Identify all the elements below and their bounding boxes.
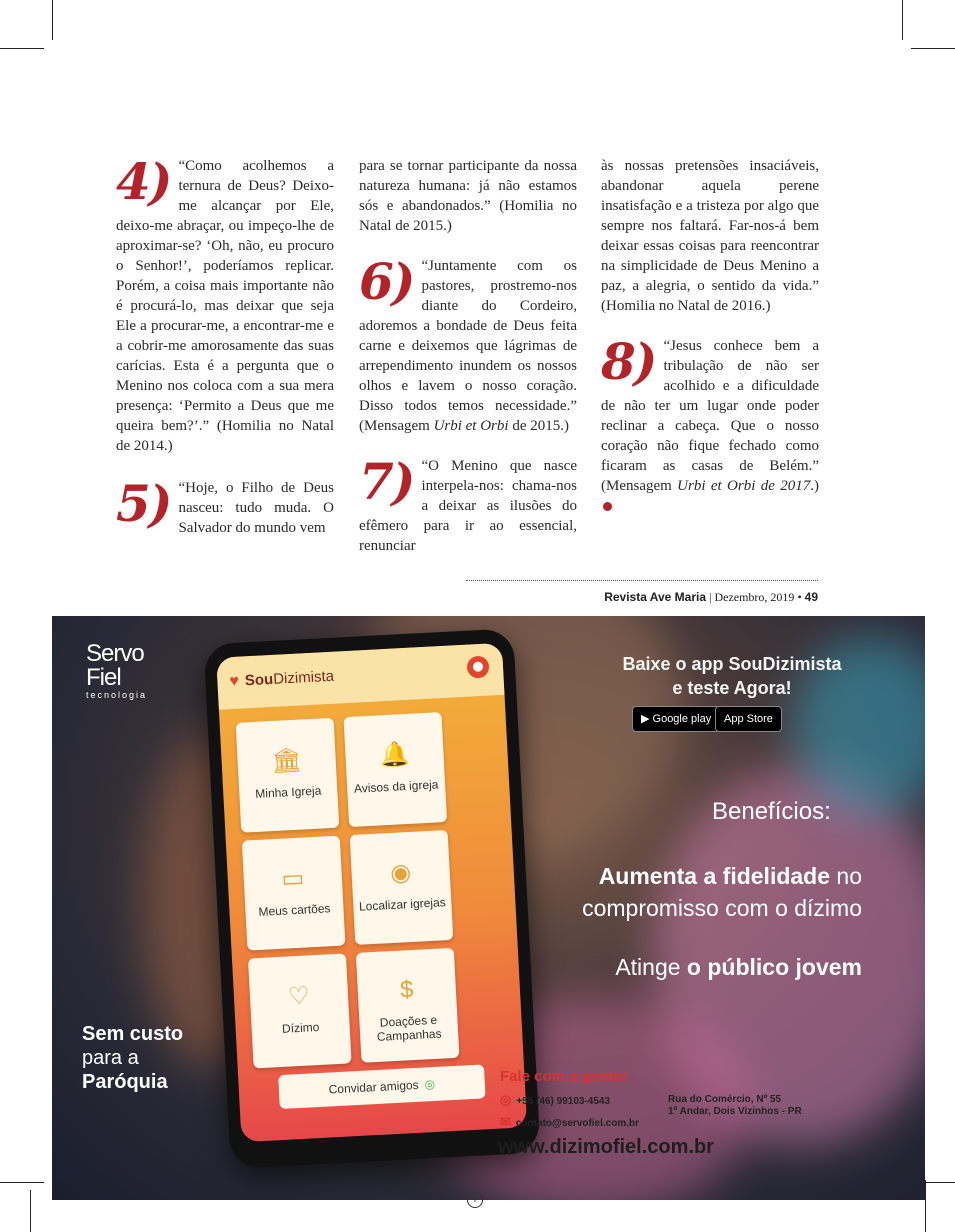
item-5-text-b: para se tornar participante da nossa natureza humana: já não estamos sós e abandonados.” (Homilia no Natal de 2015.) xyxy=(359,158,577,234)
servo-fiel-logo xyxy=(86,642,147,700)
item-number-5: 5) xyxy=(116,474,171,533)
benefit-1 xyxy=(532,860,862,924)
heart-icon: ♡ xyxy=(287,982,311,1011)
item-5 xyxy=(116,474,334,538)
advertisement xyxy=(52,616,925,1200)
crop-mark xyxy=(902,0,903,40)
item-4 xyxy=(116,152,334,456)
app-logo xyxy=(229,668,334,691)
tile-localizar-igrejas[interactable] xyxy=(350,830,454,945)
item-8-text-a: “Jesus conhece bem a tribulação de não ser acolhido e a dificuldade de não ter um lugar onde poder reclinar a cabeça. Que o nosso coração não fique fechado como ficaram as casas de Belém.” (Mensagem xyxy=(601,338,819,494)
smartphone xyxy=(203,628,540,1169)
footer-separator: | xyxy=(709,590,712,604)
whatsapp-icon: ◎ xyxy=(500,1092,512,1107)
tile-label: Minha Igreja xyxy=(254,783,322,801)
no-cost-line-2: para a xyxy=(82,1047,139,1069)
item-7-continued xyxy=(601,156,819,316)
crop-mark xyxy=(52,0,53,40)
page-footer xyxy=(466,590,818,605)
contact-phone xyxy=(500,1092,610,1108)
whatsapp-icon: ◎ xyxy=(424,1076,436,1092)
footer-bullet: • xyxy=(797,590,802,604)
app-store-label: App Store xyxy=(724,713,773,725)
invite-label: Convidar amigos xyxy=(328,1077,419,1097)
item-7-text-a: “O Menino que nasce interpela-nos: chama-nos a deixar as ilusões do efêmero para ir ao essencial, renunciar xyxy=(359,458,577,554)
item-8-text-b: .) xyxy=(810,478,819,494)
item-5-text-a: “Hoje, o Filho de Deus nasceu: tudo muda. O Salvador do mundo vem xyxy=(178,480,334,536)
item-number-6: 6) xyxy=(359,252,414,311)
app-name-a: Sou xyxy=(244,670,274,690)
item-8 xyxy=(601,332,819,516)
promo-headline xyxy=(572,652,892,700)
app-name-b: Dizimista xyxy=(272,667,335,688)
website-url: www.dizimofiel.com.br xyxy=(498,1136,714,1158)
crop-mark xyxy=(30,1190,31,1232)
brand-line-1: Servo xyxy=(86,640,144,667)
address-line-2: 1º Andar, Dois Vizinhos - PR xyxy=(668,1106,802,1117)
benefit-2-a: Atinge xyxy=(615,954,687,980)
tile-label: Doações e Campanhas xyxy=(376,1012,442,1044)
hands-heart-icon: ♥ xyxy=(229,672,240,691)
address-line-1: Rua do Comércio, Nº 55 xyxy=(668,1094,782,1105)
brand-tagline: tecnologia xyxy=(86,690,148,700)
footer-rule xyxy=(466,580,818,581)
crop-mark xyxy=(0,1182,44,1183)
contact-address xyxy=(668,1094,802,1118)
phone-number: +55 (46) 99103-4543 xyxy=(516,1096,611,1107)
no-cost-callout xyxy=(82,1022,183,1094)
item-number-8: 8) xyxy=(601,332,656,391)
item-6 xyxy=(359,252,577,436)
benefit-1-rest-b: compromisso com o dízimo xyxy=(582,895,862,921)
brand-line-2: Fiel xyxy=(86,664,121,691)
tile-label: Avisos da igreja xyxy=(353,777,439,796)
item-4-text: “Como acolhemos a ternura de Deus? Deixo-me alcançar por Ele, deixo-me abraçar, ou impeço-lhe de aproximar-se? ‘Oh, não, eu procuro o Senhor!’, poderíamos replicar. Porém, a coisa mais importante não é procurá-lo, mas deixar que seja Ele a procurar-me, a encontrar-me e a cobrir-me amorosamente das suas carícias. Esta é a pergunta que o Menino nos coloca com a sua mera presença: ‘Permito a Deus que me queira bem?’.” (Homilia no Natal de 2014.) xyxy=(116,158,334,454)
text-column-3 xyxy=(601,156,819,516)
app-header xyxy=(216,643,504,710)
app-screen xyxy=(216,643,527,1142)
crop-mark xyxy=(925,1180,926,1232)
benefit-2 xyxy=(522,954,862,981)
email-address: contato@servofiel.com.br xyxy=(515,1118,640,1129)
item-number-7: 7) xyxy=(359,452,414,511)
location-pin-icon: ◉ xyxy=(389,858,412,887)
benefit-2-bold: o público jovem xyxy=(686,954,862,980)
tile-meus-cartoes[interactable] xyxy=(242,836,346,951)
tile-minha-igreja[interactable] xyxy=(236,718,340,833)
church-icon: 🏛 xyxy=(270,746,303,776)
tile-avisos[interactable] xyxy=(343,712,447,827)
issue-date: Dezembro, 2019 xyxy=(714,590,795,604)
item-6-text-b: de 2015.) xyxy=(508,418,569,434)
text-column-2 xyxy=(359,156,577,556)
tile-label: Dízimo xyxy=(281,1019,320,1036)
tile-dizimo[interactable] xyxy=(248,953,352,1068)
magazine-name: Revista Ave Maria xyxy=(604,590,707,604)
registration-mark-icon: + xyxy=(467,1192,483,1208)
promo-line-2: e teste Agora! xyxy=(672,678,792,698)
google-play-label: Google play xyxy=(652,713,712,725)
tile-label: Meus cartões xyxy=(258,901,331,919)
no-cost-line-1: Sem custo xyxy=(82,1023,184,1045)
profile-icon[interactable]: ● xyxy=(466,656,489,679)
item-7-text-b: às nossas pretensões insaciáveis, abandonar aquela perene insatisfação e a tristeza por algo que sempre nos faltará. Far-nos-á bem deixar essas coisas para reencontrar na simplicidade de Deus Menino a paz, a alegria, o sentido da vida.” (Homilia no Natal de 2016.) xyxy=(601,158,819,314)
item-5-continued xyxy=(359,156,577,236)
crop-mark xyxy=(0,48,44,49)
item-8-italic: Urbi et Orbi de 2017 xyxy=(677,478,811,494)
end-mark-icon xyxy=(603,502,612,511)
item-7 xyxy=(359,452,577,556)
item-number-4: 4) xyxy=(116,152,171,211)
no-cost-line-3: Paróquia xyxy=(82,1071,168,1093)
card-icon: ▭ xyxy=(280,864,305,893)
text-column-1 xyxy=(116,152,334,538)
item-6-italic: Urbi et Orbi xyxy=(433,418,509,434)
mail-icon: ✉ xyxy=(500,1114,511,1129)
benefit-1-bold: Aumenta a fidelidade xyxy=(598,863,831,889)
app-store-badge[interactable] xyxy=(715,706,782,732)
money-icon: $ xyxy=(399,975,415,1004)
page-number: 49 xyxy=(804,590,818,604)
promo-line-1: Baixe o app SouDizimista xyxy=(622,654,842,674)
tile-label: Localizar igrejas xyxy=(358,895,447,914)
benefits-title: Benefícios: xyxy=(712,798,831,825)
crop-mark xyxy=(911,48,955,49)
invite-friends-button[interactable] xyxy=(278,1064,485,1109)
item-6-text-a: “Juntamente com os pastores, prostremo-nos diante do Cordeiro, adoremos a bondade de Deus feita carne e deixemos que lágrimas de arrependimento inundem os nossos olhos e lavem o nosso coração. Disso todos temos necessidade.” (Mensagem xyxy=(359,258,577,434)
contact-title: Fale com a gente! xyxy=(500,1068,627,1085)
contact-email xyxy=(500,1114,639,1130)
tile-doacoes[interactable] xyxy=(356,948,460,1063)
benefit-1-rest-a: no xyxy=(830,863,862,889)
google-play-badge[interactable]: ▶ Google play xyxy=(632,706,720,732)
bell-icon: 🔔 xyxy=(378,740,411,770)
